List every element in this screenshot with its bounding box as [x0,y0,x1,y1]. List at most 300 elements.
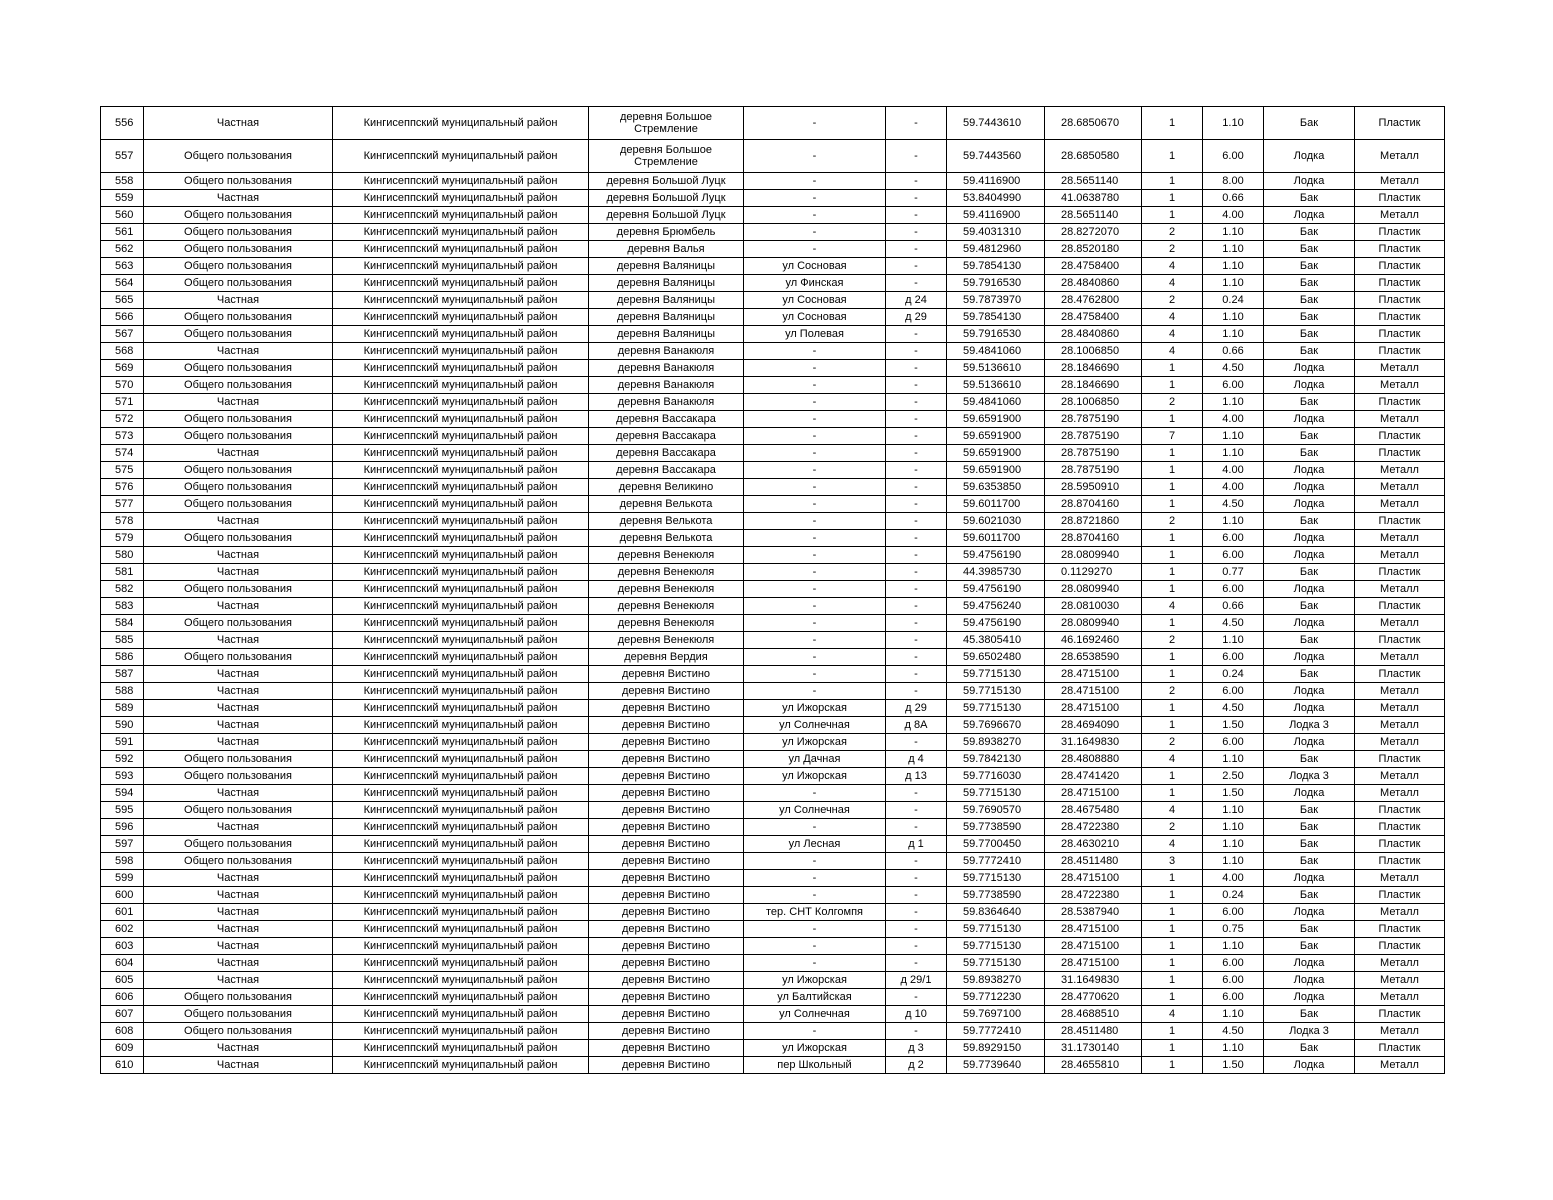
cell-volume: 6.00 [1203,955,1264,972]
cell-street: - [744,598,886,615]
cell-ownership: Общего пользования [144,615,333,632]
cell-house: - [886,921,947,938]
cell-material: Пластик [1355,326,1445,343]
cell-row-number: 561 [101,224,144,241]
cell-longitude: 0.1129270 [1045,564,1142,581]
cell-house: - [886,802,947,819]
cell-street: ул Солнечная [744,1006,886,1023]
table-row [101,751,1445,768]
cell-district: Кингисеппский муниципальный район [333,224,589,241]
cell-longitude: 28.4655810 [1045,1057,1142,1074]
cell-volume: 4.50 [1203,615,1264,632]
table-row [101,224,1445,241]
cell-ownership: Общего пользования [144,836,333,853]
cell-row-number: 586 [101,649,144,666]
cell-count: 1 [1142,785,1203,802]
cell-volume: 0.75 [1203,921,1264,938]
cell-count: 1 [1142,700,1203,717]
cell-house: д 1 [886,836,947,853]
cell-row-number: 560 [101,207,144,224]
cell-material: Пластик [1355,258,1445,275]
cell-container-type: Бак [1264,751,1355,768]
cell-count: 1 [1142,462,1203,479]
cell-count: 2 [1142,734,1203,751]
cell-count: 1 [1142,479,1203,496]
cell-district: Кингисеппский муниципальный район [333,479,589,496]
cell-house: - [886,513,947,530]
cell-settlement: деревня Венекюля [589,615,744,632]
table-row [101,564,1445,581]
table-row [101,496,1445,513]
cell-district: Кингисеппский муниципальный район [333,921,589,938]
table-row [101,411,1445,428]
cell-latitude: 59.7716030 [947,768,1045,785]
cell-settlement: деревня Валья [589,241,744,258]
cell-latitude: 59.6011700 [947,530,1045,547]
cell-district: Кингисеппский муниципальный район [333,683,589,700]
cell-settlement: деревня Вистино [589,972,744,989]
cell-settlement: деревня Валяницы [589,292,744,309]
cell-container-type: Бак [1264,1040,1355,1057]
cell-house: - [886,1023,947,1040]
cell-house: - [886,666,947,683]
cell-volume: 1.10 [1203,258,1264,275]
cell-count: 1 [1142,1040,1203,1057]
cell-settlement: деревня Велькота [589,513,744,530]
cell-container-type: Бак [1264,819,1355,836]
table-row [101,870,1445,887]
cell-latitude: 59.5136610 [947,377,1045,394]
cell-settlement: деревня Вистино [589,904,744,921]
cell-ownership: Общего пользования [144,275,333,292]
cell-container-type: Лодка [1264,547,1355,564]
cell-latitude: 59.7916530 [947,326,1045,343]
cell-ownership: Общего пользования [144,462,333,479]
cell-longitude: 28.4688510 [1045,1006,1142,1023]
cell-volume: 0.24 [1203,292,1264,309]
cell-volume: 1.10 [1203,513,1264,530]
cell-street: тер. СНТ Колгомпя [744,904,886,921]
cell-longitude: 31.1649830 [1045,734,1142,751]
cell-row-number: 577 [101,496,144,513]
cell-longitude: 31.1649830 [1045,972,1142,989]
cell-material: Металл [1355,360,1445,377]
cell-ownership: Частная [144,292,333,309]
table-row [101,140,1445,173]
cell-street: - [744,938,886,955]
cell-street: - [744,140,886,173]
table-body [101,107,1445,1074]
cell-district: Кингисеппский муниципальный район [333,241,589,258]
cell-row-number: 602 [101,921,144,938]
table-row [101,309,1445,326]
cell-longitude: 28.8704160 [1045,530,1142,547]
cell-count: 1 [1142,360,1203,377]
cell-row-number: 608 [101,1023,144,1040]
cell-settlement: деревня Вассакара [589,428,744,445]
cell-row-number: 566 [101,309,144,326]
cell-count: 1 [1142,615,1203,632]
cell-volume: 6.00 [1203,904,1264,921]
cell-street: ул Дачная [744,751,886,768]
cell-ownership: Частная [144,904,333,921]
table-row [101,107,1445,140]
cell-street: ул Полевая [744,326,886,343]
cell-row-number: 604 [101,955,144,972]
cell-district: Кингисеппский муниципальный район [333,207,589,224]
cell-street: - [744,785,886,802]
cell-district: Кингисеппский муниципальный район [333,107,589,140]
cell-ownership: Общего пользования [144,1023,333,1040]
cell-count: 2 [1142,819,1203,836]
cell-volume: 6.00 [1203,683,1264,700]
cell-ownership: Частная [144,972,333,989]
cell-volume: 6.00 [1203,377,1264,394]
cell-district: Кингисеппский муниципальный район [333,360,589,377]
cell-district: Кингисеппский муниципальный район [333,751,589,768]
cell-ownership: Общего пользования [144,581,333,598]
cell-house: - [886,785,947,802]
cell-street: - [744,853,886,870]
cell-street: - [744,207,886,224]
cell-house: - [886,496,947,513]
cell-ownership: Общего пользования [144,802,333,819]
cell-ownership: Частная [144,394,333,411]
cell-container-type: Лодка [1264,360,1355,377]
cell-latitude: 59.8938270 [947,734,1045,751]
cell-ownership: Общего пользования [144,496,333,513]
table-row [101,972,1445,989]
cell-house: - [886,581,947,598]
cell-latitude: 53.8404990 [947,190,1045,207]
cell-ownership: Частная [144,785,333,802]
cell-settlement: деревня Вистино [589,870,744,887]
cell-house: д 2 [886,1057,947,1074]
cell-longitude: 41.0638780 [1045,190,1142,207]
cell-ownership: Частная [144,190,333,207]
cell-house: - [886,598,947,615]
cell-row-number: 562 [101,241,144,258]
cell-street: - [744,377,886,394]
table-row [101,666,1445,683]
cell-house: д 29/1 [886,972,947,989]
cell-longitude: 28.5651140 [1045,207,1142,224]
cell-ownership: Частная [144,819,333,836]
cell-container-type: Лодка [1264,530,1355,547]
cell-material: Пластик [1355,343,1445,360]
cell-volume: 4.00 [1203,462,1264,479]
cell-longitude: 28.4715100 [1045,700,1142,717]
cell-street: ул Финская [744,275,886,292]
cell-house: - [886,173,947,190]
cell-latitude: 59.4756190 [947,581,1045,598]
cell-row-number: 582 [101,581,144,598]
cell-row-number: 599 [101,870,144,887]
cell-row-number: 601 [101,904,144,921]
cell-volume: 0.24 [1203,887,1264,904]
cell-row-number: 574 [101,445,144,462]
cell-row-number: 584 [101,615,144,632]
cell-house: - [886,530,947,547]
cell-container-type: Бак [1264,666,1355,683]
cell-settlement: деревня Вистино [589,1023,744,1040]
cell-material: Пластик [1355,445,1445,462]
cell-street: - [744,428,886,445]
cell-house: - [886,904,947,921]
cell-street: - [744,632,886,649]
cell-district: Кингисеппский муниципальный район [333,887,589,904]
cell-ownership: Общего пользования [144,309,333,326]
cell-ownership: Общего пользования [144,377,333,394]
table-row [101,836,1445,853]
cell-row-number: 581 [101,564,144,581]
cell-row-number: 592 [101,751,144,768]
cell-latitude: 59.4756240 [947,598,1045,615]
cell-latitude: 59.6591900 [947,462,1045,479]
cell-row-number: 590 [101,717,144,734]
cell-material: Пластик [1355,598,1445,615]
cell-material: Пластик [1355,107,1445,140]
cell-volume: 1.10 [1203,241,1264,258]
table-row [101,343,1445,360]
cell-latitude: 59.7715130 [947,666,1045,683]
cell-container-type: Лодка [1264,462,1355,479]
cell-material: Металл [1355,479,1445,496]
cell-street: - [744,581,886,598]
cell-volume: 4.50 [1203,700,1264,717]
cell-district: Кингисеппский муниципальный район [333,173,589,190]
cell-volume: 4.00 [1203,411,1264,428]
cell-latitude: 59.7772410 [947,1023,1045,1040]
cell-count: 1 [1142,207,1203,224]
cell-settlement: деревня Венекюля [589,581,744,598]
cell-house: - [886,564,947,581]
cell-settlement: деревня Ванакюля [589,360,744,377]
cell-ownership: Частная [144,955,333,972]
table-row [101,632,1445,649]
table-row [101,1006,1445,1023]
cell-house: - [886,649,947,666]
cell-row-number: 600 [101,887,144,904]
cell-street: - [744,530,886,547]
cell-district: Кингисеппский муниципальный район [333,190,589,207]
cell-container-type: Лодка [1264,1057,1355,1074]
cell-house: - [886,275,947,292]
cell-container-type: Бак [1264,802,1355,819]
cell-container-type: Лодка [1264,683,1355,700]
cell-district: Кингисеппский муниципальный район [333,598,589,615]
cell-material: Металл [1355,377,1445,394]
cell-container-type: Бак [1264,598,1355,615]
cell-row-number: 589 [101,700,144,717]
cell-settlement: деревня Вистино [589,785,744,802]
cell-ownership: Общего пользования [144,173,333,190]
cell-count: 1 [1142,445,1203,462]
cell-count: 1 [1142,140,1203,173]
cell-settlement: деревня Вистино [589,819,744,836]
cell-house: д 24 [886,292,947,309]
cell-material: Пластик [1355,394,1445,411]
cell-longitude: 28.1846690 [1045,377,1142,394]
cell-count: 1 [1142,870,1203,887]
cell-row-number: 565 [101,292,144,309]
cell-district: Кингисеппский муниципальный район [333,938,589,955]
table-row [101,649,1445,666]
cell-longitude: 28.4715100 [1045,870,1142,887]
cell-longitude: 28.5950910 [1045,479,1142,496]
cell-district: Кингисеппский муниципальный район [333,140,589,173]
cell-row-number: 573 [101,428,144,445]
cell-row-number: 571 [101,394,144,411]
cell-street: - [744,445,886,462]
cell-count: 3 [1142,853,1203,870]
table-row [101,683,1445,700]
cell-latitude: 59.8364640 [947,904,1045,921]
cell-district: Кингисеппский муниципальный район [333,700,589,717]
table-row [101,955,1445,972]
cell-container-type: Бак [1264,326,1355,343]
cell-district: Кингисеппский муниципальный район [333,513,589,530]
cell-street: - [744,241,886,258]
cell-container-type: Бак [1264,632,1355,649]
cell-volume: 1.10 [1203,632,1264,649]
cell-settlement: деревня Вистино [589,802,744,819]
cell-count: 1 [1142,666,1203,683]
cell-settlement: деревня Венекюля [589,632,744,649]
cell-house: - [886,377,947,394]
cell-house: д 29 [886,700,947,717]
cell-street: - [744,107,886,140]
cell-longitude: 28.4715100 [1045,938,1142,955]
cell-street: - [744,411,886,428]
cell-house: - [886,326,947,343]
cell-latitude: 59.7738590 [947,887,1045,904]
cell-settlement: деревня Большой Луцк [589,173,744,190]
cell-latitude: 59.7715130 [947,700,1045,717]
table-row [101,819,1445,836]
cell-settlement: деревня Велькота [589,530,744,547]
cell-volume: 1.10 [1203,224,1264,241]
cell-settlement: деревня Большой Луцк [589,190,744,207]
cell-ownership: Общего пользования [144,258,333,275]
cell-longitude: 28.4722380 [1045,887,1142,904]
cell-house: - [886,887,947,904]
cell-material: Пластик [1355,938,1445,955]
table-row [101,241,1445,258]
cell-street: ул Ижорская [744,768,886,785]
cell-row-number: 576 [101,479,144,496]
table-row [101,530,1445,547]
cell-house: - [886,819,947,836]
table-row [101,717,1445,734]
cell-row-number: 580 [101,547,144,564]
table-row [101,462,1445,479]
cell-material: Металл [1355,1023,1445,1040]
cell-volume: 1.10 [1203,938,1264,955]
cell-material: Металл [1355,683,1445,700]
cell-material: Металл [1355,530,1445,547]
cell-count: 2 [1142,683,1203,700]
cell-count: 1 [1142,107,1203,140]
cell-count: 2 [1142,241,1203,258]
cell-longitude: 28.0809940 [1045,547,1142,564]
cell-container-type: Лодка [1264,989,1355,1006]
cell-latitude: 59.7873970 [947,292,1045,309]
cell-container-type: Лодка [1264,734,1355,751]
cell-longitude: 28.4675480 [1045,802,1142,819]
cell-longitude: 28.4722380 [1045,819,1142,836]
cell-ownership: Частная [144,870,333,887]
cell-volume: 1.10 [1203,275,1264,292]
cell-volume: 6.00 [1203,649,1264,666]
cell-latitude: 59.4116900 [947,173,1045,190]
cell-house: - [886,683,947,700]
cell-ownership: Частная [144,513,333,530]
cell-count: 1 [1142,972,1203,989]
cell-volume: 0.77 [1203,564,1264,581]
cell-longitude: 28.5651140 [1045,173,1142,190]
cell-volume: 1.10 [1203,107,1264,140]
cell-material: Металл [1355,1057,1445,1074]
table-row [101,785,1445,802]
cell-street: - [744,462,886,479]
cell-latitude: 59.4031310 [947,224,1045,241]
cell-district: Кингисеппский муниципальный район [333,309,589,326]
cell-material: Металл [1355,547,1445,564]
cell-settlement: деревня Вистино [589,955,744,972]
cell-container-type: Бак [1264,445,1355,462]
table-row [101,173,1445,190]
cell-district: Кингисеппский муниципальный район [333,547,589,564]
cell-latitude: 59.6353850 [947,479,1045,496]
cell-longitude: 28.4758400 [1045,309,1142,326]
cell-material: Металл [1355,700,1445,717]
table-row [101,445,1445,462]
cell-ownership: Частная [144,700,333,717]
cell-longitude: 28.4840860 [1045,275,1142,292]
cell-row-number: 558 [101,173,144,190]
cell-ownership: Частная [144,445,333,462]
cell-material: Пластик [1355,513,1445,530]
cell-house: д 13 [886,768,947,785]
cell-count: 4 [1142,802,1203,819]
cell-count: 4 [1142,836,1203,853]
cell-count: 1 [1142,496,1203,513]
cell-longitude: 28.1006850 [1045,343,1142,360]
cell-district: Кингисеппский муниципальный район [333,258,589,275]
cell-latitude: 59.7854130 [947,309,1045,326]
cell-material: Пластик [1355,853,1445,870]
cell-container-type: Бак [1264,394,1355,411]
cell-district: Кингисеппский муниципальный район [333,972,589,989]
cell-longitude: 28.4630210 [1045,836,1142,853]
cell-material: Пластик [1355,632,1445,649]
cell-street: ул Сосновая [744,292,886,309]
cell-volume: 0.24 [1203,666,1264,683]
cell-longitude: 46.1692460 [1045,632,1142,649]
cell-settlement: деревня Венекюля [589,598,744,615]
cell-district: Кингисеппский муниципальный район [333,581,589,598]
cell-ownership: Частная [144,1057,333,1074]
cell-longitude: 28.8721860 [1045,513,1142,530]
cell-settlement: деревня Большой Луцк [589,207,744,224]
cell-longitude: 28.8272070 [1045,224,1142,241]
cell-settlement: деревня Вистино [589,734,744,751]
table-row [101,513,1445,530]
table-row [101,394,1445,411]
cell-longitude: 28.4694090 [1045,717,1142,734]
cell-settlement: деревня Вистино [589,989,744,1006]
